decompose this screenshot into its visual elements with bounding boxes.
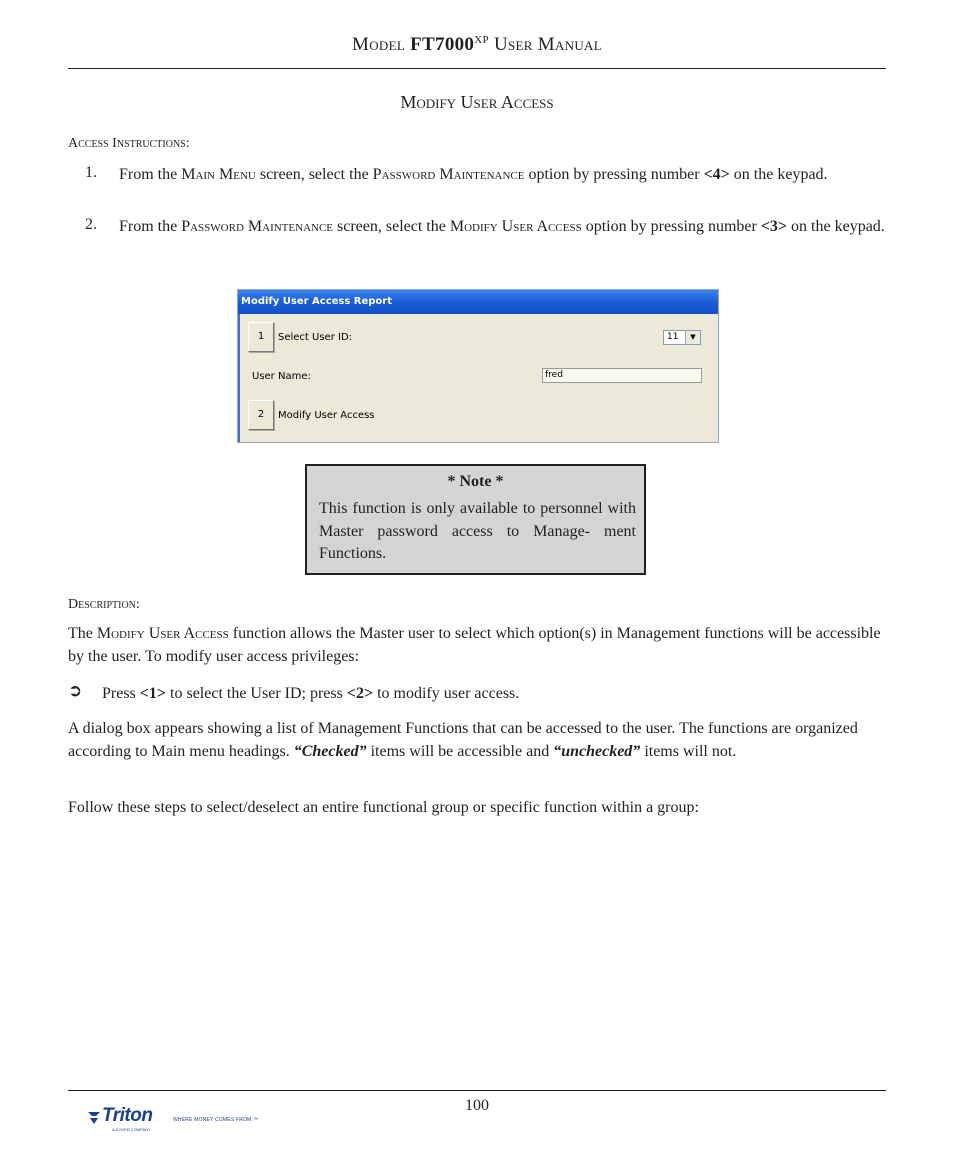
- logo-word: Triton: [102, 1105, 153, 1126]
- section-title: Modify User Access: [400, 92, 554, 112]
- step-2-part: option by pressing number: [585, 218, 757, 235]
- step-2-password-maintenance: Password Maintenance: [181, 218, 334, 235]
- step-2-number: 2.: [85, 216, 97, 233]
- step-1-part: From the: [119, 166, 178, 183]
- user-name-label: User Name:: [252, 371, 311, 382]
- step-2-part: on the keypad.: [791, 218, 885, 235]
- step-1-key: <4>: [703, 166, 730, 183]
- description-heading: Description:: [68, 597, 140, 612]
- step-1-password-maintenance: Password Maintenance: [372, 166, 525, 183]
- triton-mark-icon: [86, 1110, 102, 1126]
- bullet-part: to modify user access.: [377, 685, 520, 702]
- step-2-modify-user-access: Modify User Access: [449, 218, 582, 235]
- unchecked-term: “unchecked”: [553, 742, 641, 760]
- logo-tagline: WHERE MONEY COMES FROM.™: [173, 1117, 259, 1123]
- arrow-bullet-icon: ➲: [68, 681, 83, 701]
- step-2-key: <3>: [760, 218, 788, 235]
- dialog-title: Modify User Access Report: [238, 290, 718, 314]
- desc-p2-part: A dialog box appears showing a list of Management Functions that can be accessed to the user. The functions are organized according to Main menu headings.: [68, 720, 858, 760]
- step-1-text: [119, 164, 886, 186]
- bullet-part: Press: [102, 685, 136, 702]
- step-1-number: 1.: [85, 164, 97, 181]
- header-manual-words: User Manual: [493, 34, 602, 55]
- note-text: This function is only available to personnel with Master password access to Manage- ment Functions.: [319, 500, 636, 562]
- bullet-part: to select the User ID; press: [170, 685, 343, 702]
- chevron-down-icon[interactable]: ▼: [685, 331, 700, 344]
- bullet-key-2: <2>: [346, 685, 374, 702]
- step-2-part: screen, select the: [337, 218, 446, 235]
- footer-rule: [68, 1090, 886, 1091]
- checked-term: “Checked”: [293, 742, 367, 760]
- desc-p1-part: The: [68, 625, 93, 642]
- step-2-part: From the: [119, 218, 178, 235]
- modify-access-label: Modify User Access: [278, 410, 375, 421]
- modify-access-button[interactable]: 2: [248, 400, 274, 430]
- user-name-field[interactable]: fred: [542, 368, 702, 383]
- modify-user-access-dialog: [237, 289, 719, 443]
- logo-subtitle: A DOVER COMPANY: [112, 1127, 151, 1132]
- desc-p1-term: Modify User Access: [96, 625, 229, 642]
- description-paragraph-1: [68, 623, 886, 668]
- select-user-label: Select User ID:: [278, 332, 353, 343]
- step-1-part: on the keypad.: [733, 166, 828, 183]
- bullet-text: [102, 683, 886, 706]
- desc-p1-part: function allows the Master user to select which option(s) in Management functions will be accessible by the user. To modify user access privileges:: [68, 625, 881, 665]
- access-instructions-heading: Access Instructions:: [68, 136, 190, 151]
- note-title: * Note *: [447, 473, 504, 490]
- running-header: [68, 34, 886, 56]
- step-1-main-menu: Main Menu: [181, 166, 256, 183]
- desc-p2-part: items will not.: [644, 742, 737, 760]
- user-id-value: 11: [667, 332, 679, 342]
- header-model-number: FT7000: [410, 34, 475, 55]
- description-paragraph-3: Follow these steps to select/deselect an entire functional group or specific function within a group:: [68, 799, 699, 816]
- header-model-word: Model: [352, 34, 406, 55]
- dialog-body: [238, 314, 718, 442]
- triton-logo: [86, 1105, 259, 1133]
- header-model-suffix: XP: [474, 34, 489, 46]
- description-paragraph-2: [68, 718, 886, 763]
- note-box: [305, 464, 646, 575]
- step-2-text: [119, 216, 886, 238]
- desc-p2-part: items will be accessible and: [370, 742, 550, 760]
- select-user-button[interactable]: 1: [248, 322, 274, 352]
- user-id-dropdown[interactable]: [663, 330, 701, 345]
- step-1-part: option by pressing number: [528, 166, 700, 183]
- page-number: 100: [465, 1097, 489, 1114]
- bullet-key-1: <1>: [139, 685, 167, 702]
- header-rule: [68, 68, 886, 69]
- step-1-part: screen, select the: [259, 166, 369, 183]
